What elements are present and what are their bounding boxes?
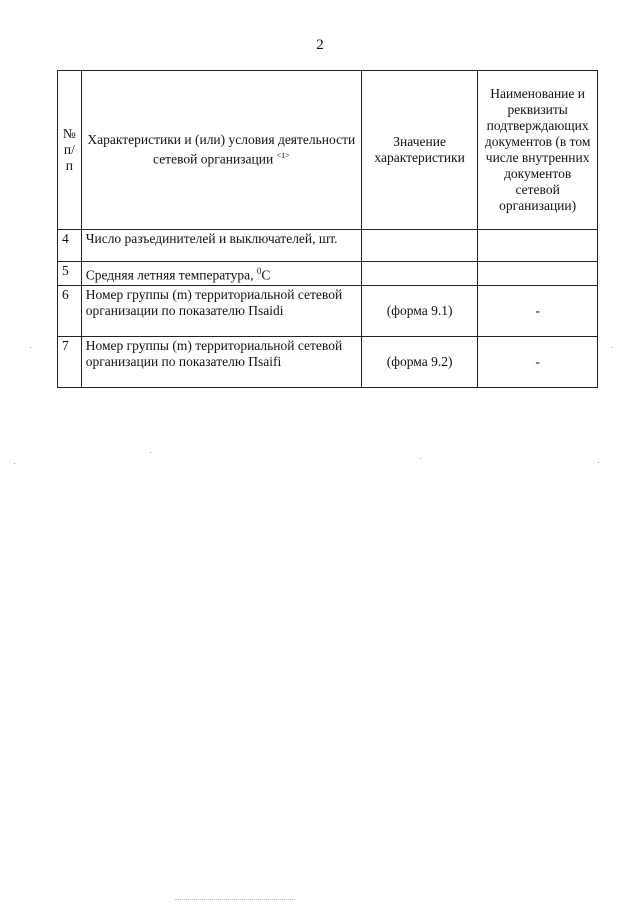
header-documents: Наименование и реквизиты подтверждающих документов (в том числе внутренних документов сетевой организации): [478, 71, 598, 230]
row-characteristic: Номер группы (m) территориальной сетевой организации по показателю Пsaifi: [81, 336, 361, 387]
table-header-row: [58, 71, 598, 230]
scan-speck: [420, 458, 421, 459]
row-number: 5: [58, 262, 82, 286]
row-documents: [478, 230, 598, 262]
header-num: № п/п: [58, 71, 82, 230]
unit-celsius: С: [261, 267, 271, 283]
row-characteristic-text: Средняя летняя температура,: [85, 267, 254, 283]
row-number: 6: [58, 285, 82, 336]
characteristics-table: [57, 70, 598, 388]
header-characteristic-text: Характеристики и (или) условия деятельности сетевой организации: [87, 132, 356, 167]
row-characteristic: Число разъединителей и выключателей, шт.: [81, 230, 361, 262]
header-value: Значение характеристики: [361, 71, 477, 230]
row-number: 4: [58, 230, 82, 262]
row-value: [361, 230, 477, 262]
row-characteristic: Номер группы (m) территориальной сетевой организации по показателю Пsaidi: [81, 285, 361, 336]
row-documents: [478, 262, 598, 286]
scan-speck: [14, 463, 15, 464]
row-documents: -: [478, 336, 598, 387]
header-footnote-marker: <1>: [276, 151, 290, 161]
scan-edge-line: [175, 899, 295, 900]
scan-speck: [612, 347, 613, 348]
row-value: [361, 262, 477, 286]
page-number: 2: [316, 37, 324, 53]
scan-speck: [30, 347, 31, 348]
header-characteristic: [81, 71, 361, 230]
row-value: (форма 9.2): [361, 336, 477, 387]
degree-superscript: 0: [256, 266, 262, 276]
row-characteristic: [81, 262, 361, 286]
table-row: [58, 336, 598, 387]
table-row: [58, 230, 598, 262]
table-row: [58, 285, 598, 336]
row-value: (форма 9.1): [361, 285, 477, 336]
row-documents: -: [478, 285, 598, 336]
row-number: 7: [58, 336, 82, 387]
scan-speck: [150, 452, 151, 453]
scan-speck: [598, 462, 599, 463]
table-row: [58, 262, 598, 286]
